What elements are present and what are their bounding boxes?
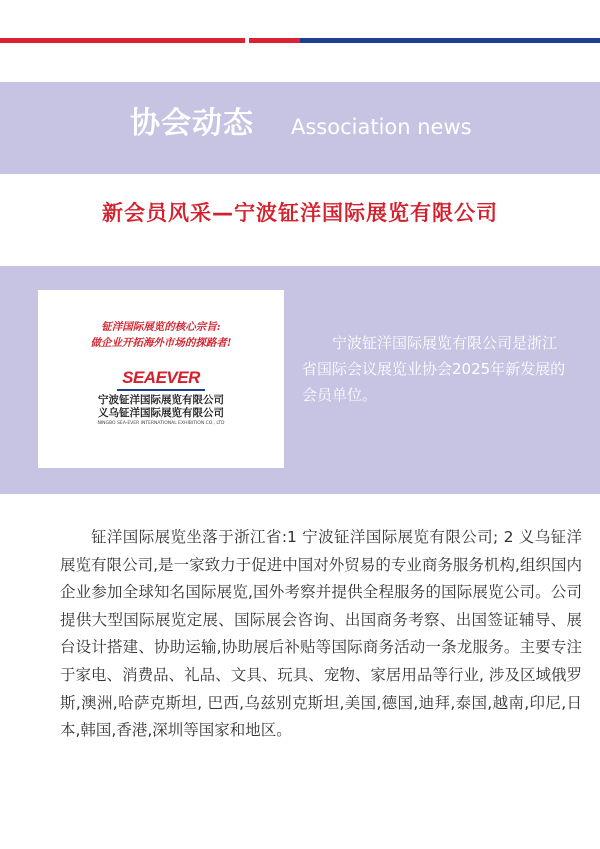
- seaever-logo: [38, 368, 284, 391]
- member-intro: 宁波钲洋国际展览有限公司是浙江省国际会议展览业协会2025年新发展的会员单位。: [302, 334, 566, 404]
- stripe-red-segment: [0, 38, 300, 43]
- company-logo-card: [38, 290, 284, 468]
- stripe-divider: [245, 38, 249, 43]
- section-title-zh: 协会动态: [130, 106, 254, 141]
- article-body: 钲洋国际展览坐落于浙江省:1 宁波钲洋国际展览有限公司; 2 义乌钲洋展览有限公司,是一家致力于促进中国对外贸易的专业商务服务机构,组织国内企业参加全球知名国际展览,国外考察并提供全程服务的国际展览公司。公司提供大型国际展览定展、国际展会咨询、出国商务考察、出国签证辅导、展台设计搭建、协助运输,协助展后补贴等国际商务活动一条龙服务。主要专注于家电、消费品、礼品、文具、玩具、宠物、家居用品等行业, 涉及区域俄罗斯,澳洲,哈萨克斯坦, 巴西,乌兹别克斯坦,美国,德国,迪拜,泰国,越南,印尼,日本,韩国,香港,深圳等国家和地区。: [60, 528, 582, 740]
- slogan-line-2: 做企业开拓海外市场的探路者!: [90, 337, 232, 349]
- stripe-blue-segment: [300, 38, 600, 43]
- section-title-en: Association news: [291, 115, 472, 139]
- brand-wordmark: SEAEVER: [122, 368, 200, 387]
- logo-underline: [117, 389, 205, 391]
- card-company-english: NINGBO SEA-EVER INTERNATIONAL EXHIBITION CO., LTD: [97, 421, 225, 426]
- article-title: 新会员风采—宁波钲洋国际展览有限公司: [102, 201, 498, 225]
- card-company-name-2: 义乌钲洋国际展览有限公司: [98, 407, 224, 419]
- top-color-stripe: [0, 38, 600, 43]
- slogan-line-1: 钲洋国际展览的核心宗旨:: [101, 321, 221, 333]
- card-company-name-1: 宁波钲洋国际展览有限公司: [98, 394, 224, 406]
